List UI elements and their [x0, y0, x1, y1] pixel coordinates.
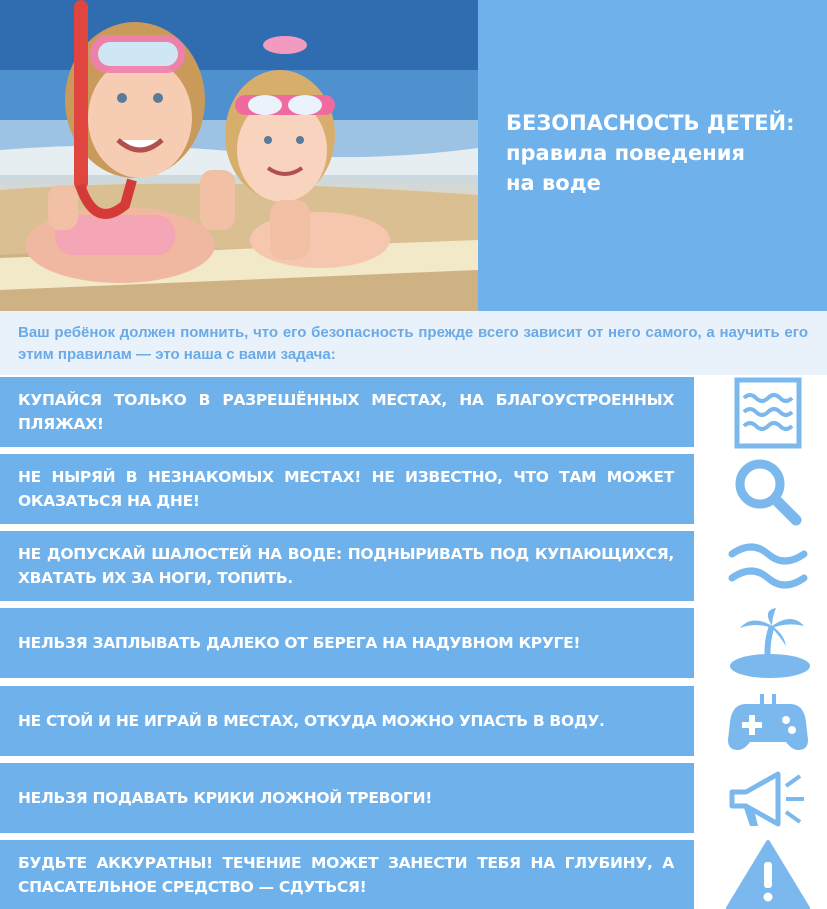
rule-text: КУПАЙСЯ ТОЛЬКО В РАЗРЕШЁННЫХ МЕСТАХ, НА БЛАГОУСТРОЕННЫХ ПЛЯЖАХ! — [18, 391, 674, 433]
rule-text: НЕЛЬЗЯ ЗАПЛЫВАТЬ ДАЛЕКО ОТ БЕРЕГА НА НАДУВНОМ КРУГЕ! — [18, 634, 581, 652]
rule-text: НЕ СТОЙ И НЕ ИГРАЙ В МЕСТАХ, ОТКУДА МОЖНО УПАСТЬ В ВОДУ. — [18, 712, 605, 730]
warning-icon — [722, 838, 814, 909]
rule-item-3 — [0, 531, 694, 601]
rule-text: НЕЛЬЗЯ ПОДАВАТЬ КРИКИ ЛОЖНОЙ ТРЕВОГИ! — [18, 789, 433, 807]
hero-photo — [0, 0, 478, 311]
water-waves-icon — [722, 532, 814, 606]
gamepad-icon — [722, 688, 814, 762]
rule-text: НЕ НЫРЯЙ В НЕЗНАКОМЫХ МЕСТАХ! НЕ ИЗВЕСТНО, ЧТО ТАМ МОЖЕТ ОКАЗАТЬСЯ НА ДНЕ! — [18, 468, 674, 510]
rule-item-5 — [0, 686, 694, 756]
rule-item-1 — [0, 377, 694, 447]
megaphone-icon — [722, 762, 814, 836]
rule-item-7 — [0, 840, 694, 909]
page-title — [506, 108, 795, 198]
title-line-1: БЕЗОПАСНОСТЬ ДЕТЕЙ: — [506, 111, 795, 135]
title-line-3: на воде — [506, 171, 601, 195]
children-beach-illustration — [0, 0, 478, 311]
rule-item-2 — [0, 454, 694, 524]
palm-island-icon — [722, 606, 814, 680]
rule-item-4 — [0, 608, 694, 678]
rule-text: НЕ ДОПУСКАЙ ШАЛОСТЕЙ НА ВОДЕ: ПОДНЫРИВАТЬ ПОД КУПАЮЩИХСЯ, ХВАТАТЬ ИХ ЗА НОГИ, ТОПИТЬ. — [18, 545, 674, 587]
intro-text: Ваш ребёнок должен помнить, что его безопасность прежде всего зависит от него самого, а научить его этим правилам — это наша с вами задача: — [18, 324, 808, 363]
title-panel — [478, 0, 827, 311]
rule-item-6 — [0, 763, 694, 833]
rule-text: БУДЬТЕ АККУРАТНЫ! ТЕЧЕНИЕ МОЖЕТ ЗАНЕСТИ ТЕБЯ НА ГЛУБИНУ, А СПАСАТЕЛЬНОЕ СРЕДСТВО — СДУТЬСЯ! — [18, 853, 674, 896]
title-line-2: правила поведения — [506, 141, 745, 165]
magnifier-icon — [722, 454, 814, 528]
intro-section — [0, 311, 827, 375]
waves-box-icon — [722, 376, 814, 450]
